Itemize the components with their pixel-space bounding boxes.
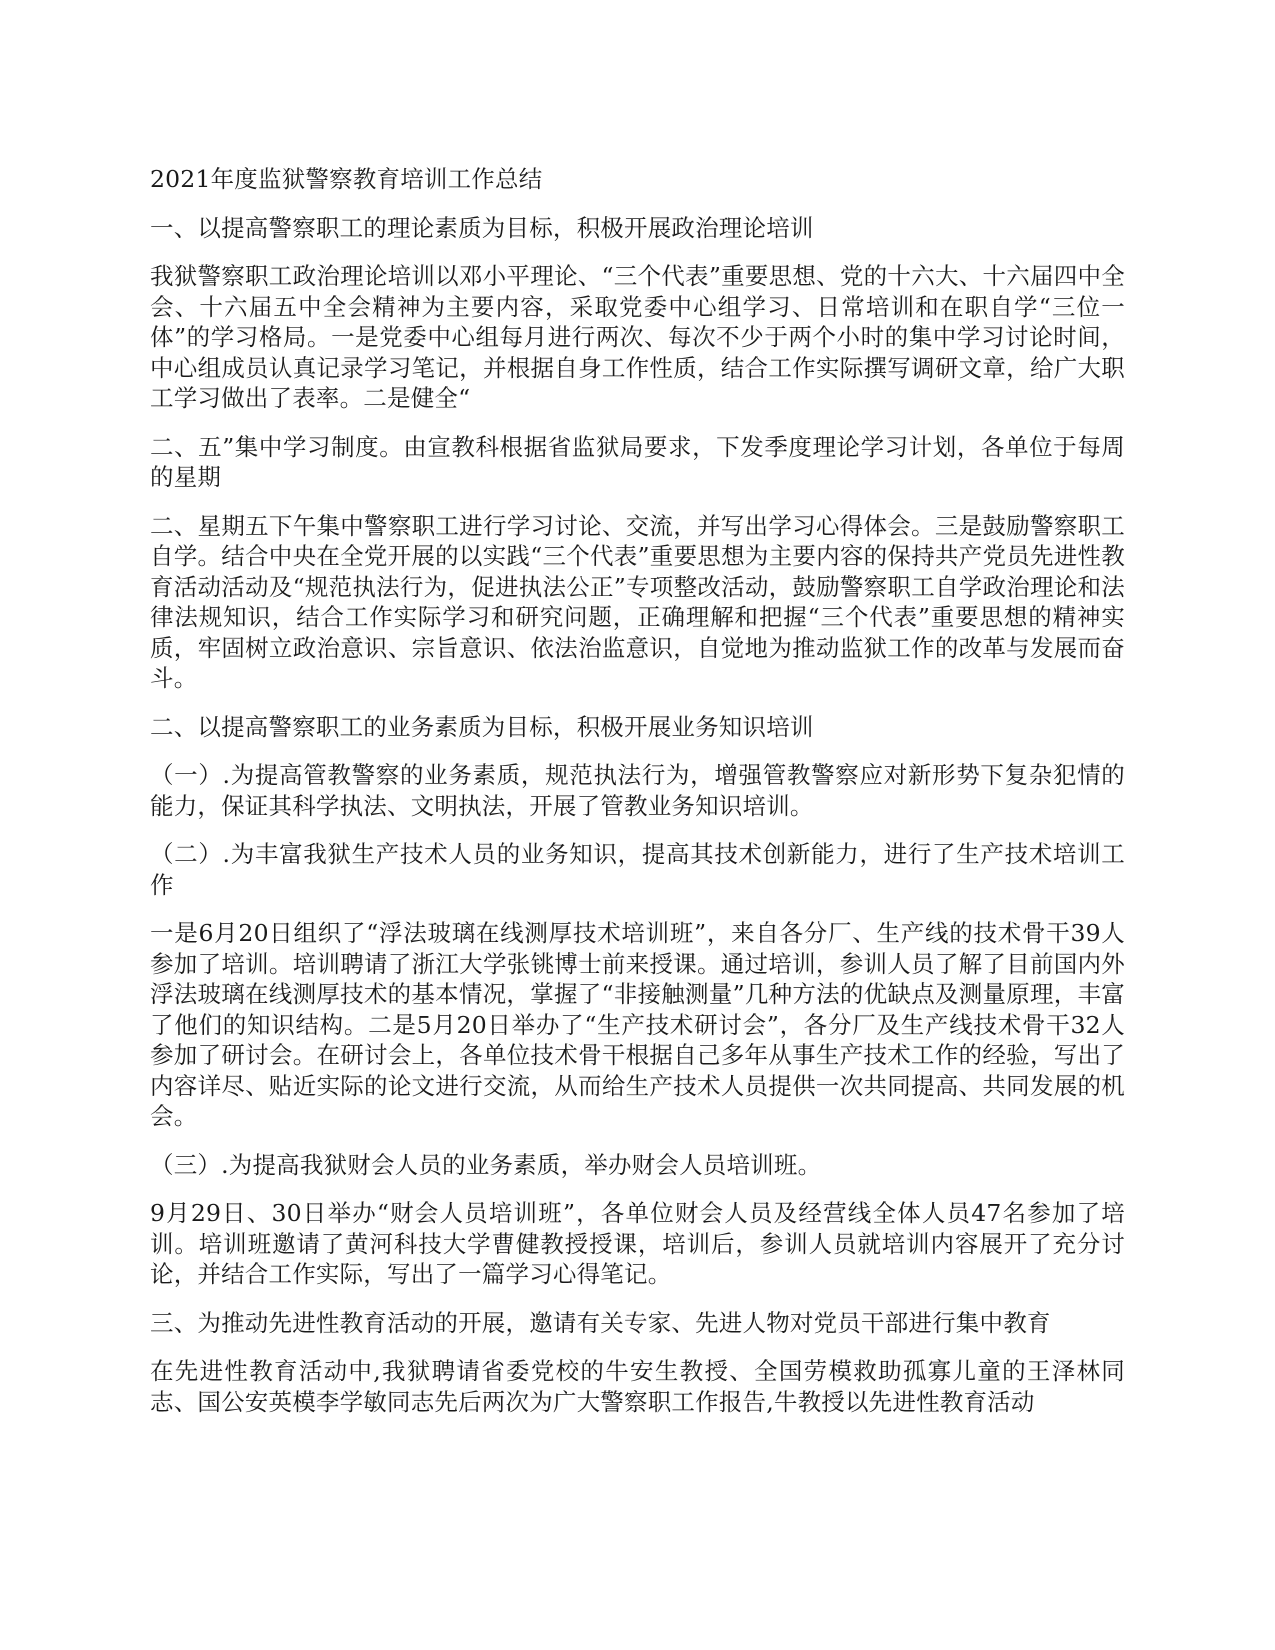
paragraph-item-3: （三）.为提高我狱财会人员的业务素质，举办财会人员培训班。 (150, 1150, 822, 1179)
paragraph-theory-training: 我狱警察职工政治理论培训以邓小平理论、“三个代表”重要思想、党的十六大、十六届四中全会、十六届五中全会精神为主要内容，采取党委中心组学习、日常培训和在职自学“三位一体”的学习格局。一是党委中心组每月进行两次、每次不少于两个小时的集中学习讨论时间，中心组成员认真记录学习笔记，并根据自身工作性质，结合工作实际撰写调研文章，给广大职工学习做出了表率。二是健全“ (150, 262, 1125, 412)
paragraph-item-1: （一）.为提高管教警察的业务素质，规范执法行为，增强管教警察应对新形势下复杂犯情的能力，保证其科学执法、文明执法，开展了管教业务知识培训。 (150, 761, 1125, 820)
paragraph-technical-training: 一是6月20日组织了“浮法玻璃在线测厚技术培训班”，来自各分厂、生产线的技术骨干39人参加了培训。培训聘请了浙江大学张铫博士前来授课。通过培训，参训人员了解了目前国内外浮法玻璃在线测厚技术的基本情况，掌握了“非接触测量”几种方法的优缺点及测量原理，丰富了他们的知识结构。二是5月20日举办了“生产技术研讨会”，各分厂及生产线技术骨干32人参加了研讨会。在研讨会上，各单位技术骨干根据自己多年从事生产技术工作的经验，写出了内容详尽、贴近实际的论文进行交流，从而给生产技术人员提供一次共同提高、共同发展的机会。 (150, 919, 1125, 1130)
section-heading-3: 三、为推动先进性教育活动的开展，邀请有关专家、先进人物对党员干部进行集中教育 (150, 1308, 1051, 1337)
document-title: 2021年度监狱警察教育培训工作总结 (150, 165, 543, 193)
paragraph-accounting-training: 9月29日、30日举办“财会人员培训班”，各单位财会人员及经营线全体人员47名参加了培训。培训班邀请了黄河科技大学曹健教授授课，培训后，参训人员就培训内容展开了充分讨论，并结合工作实际，写出了一篇学习心得笔记。 (150, 1199, 1125, 1288)
paragraph-item-2: （二）.为丰富我狱生产技术人员的业务知识，提高其技术创新能力，进行了生产技术培训工作 (150, 840, 1125, 899)
paragraph-study-system: 二、五”集中学习制度。由宣教科根据省监狱局要求，下发季度理论学习计划，各单位于每周的星期 (150, 432, 1125, 491)
section-heading-1: 一、以提高警察职工的理论素质为目标，积极开展政治理论培训 (150, 213, 814, 242)
paragraph-self-study: 二、星期五下午集中警察职工进行学习讨论、交流，并写出学习心得体会。三是鼓励警察职工自学。结合中央在全党开展的以实践“三个代表”重要思想为主要内容的保持共产党员先进性教育活动活动及“规范执法行为，促进执法公正”专项整改活动，鼓励警察职工自学政治理论和法律法规知识，结合工作实际学习和研究问题，正确理解和把握“三个代表”重要思想的精神实质，牢固树立政治意识、宗旨意识、依法治监意识，自觉地为推动监狱工作的改革与发展而奋斗。 (150, 511, 1125, 692)
paragraph-advanced-education: 在先进性教育活动中,我狱聘请省委党校的牛安生教授、全国劳模救助孤寡儿童的王泽林同志、国公安英模李学敏同志先后两次为广大警察职工作报告,牛教授以先进性教育活动 (150, 1357, 1125, 1416)
section-heading-2: 二、以提高警察职工的业务素质为目标，积极开展业务知识培训 (150, 712, 814, 741)
document-body (150, 164, 1125, 1435)
